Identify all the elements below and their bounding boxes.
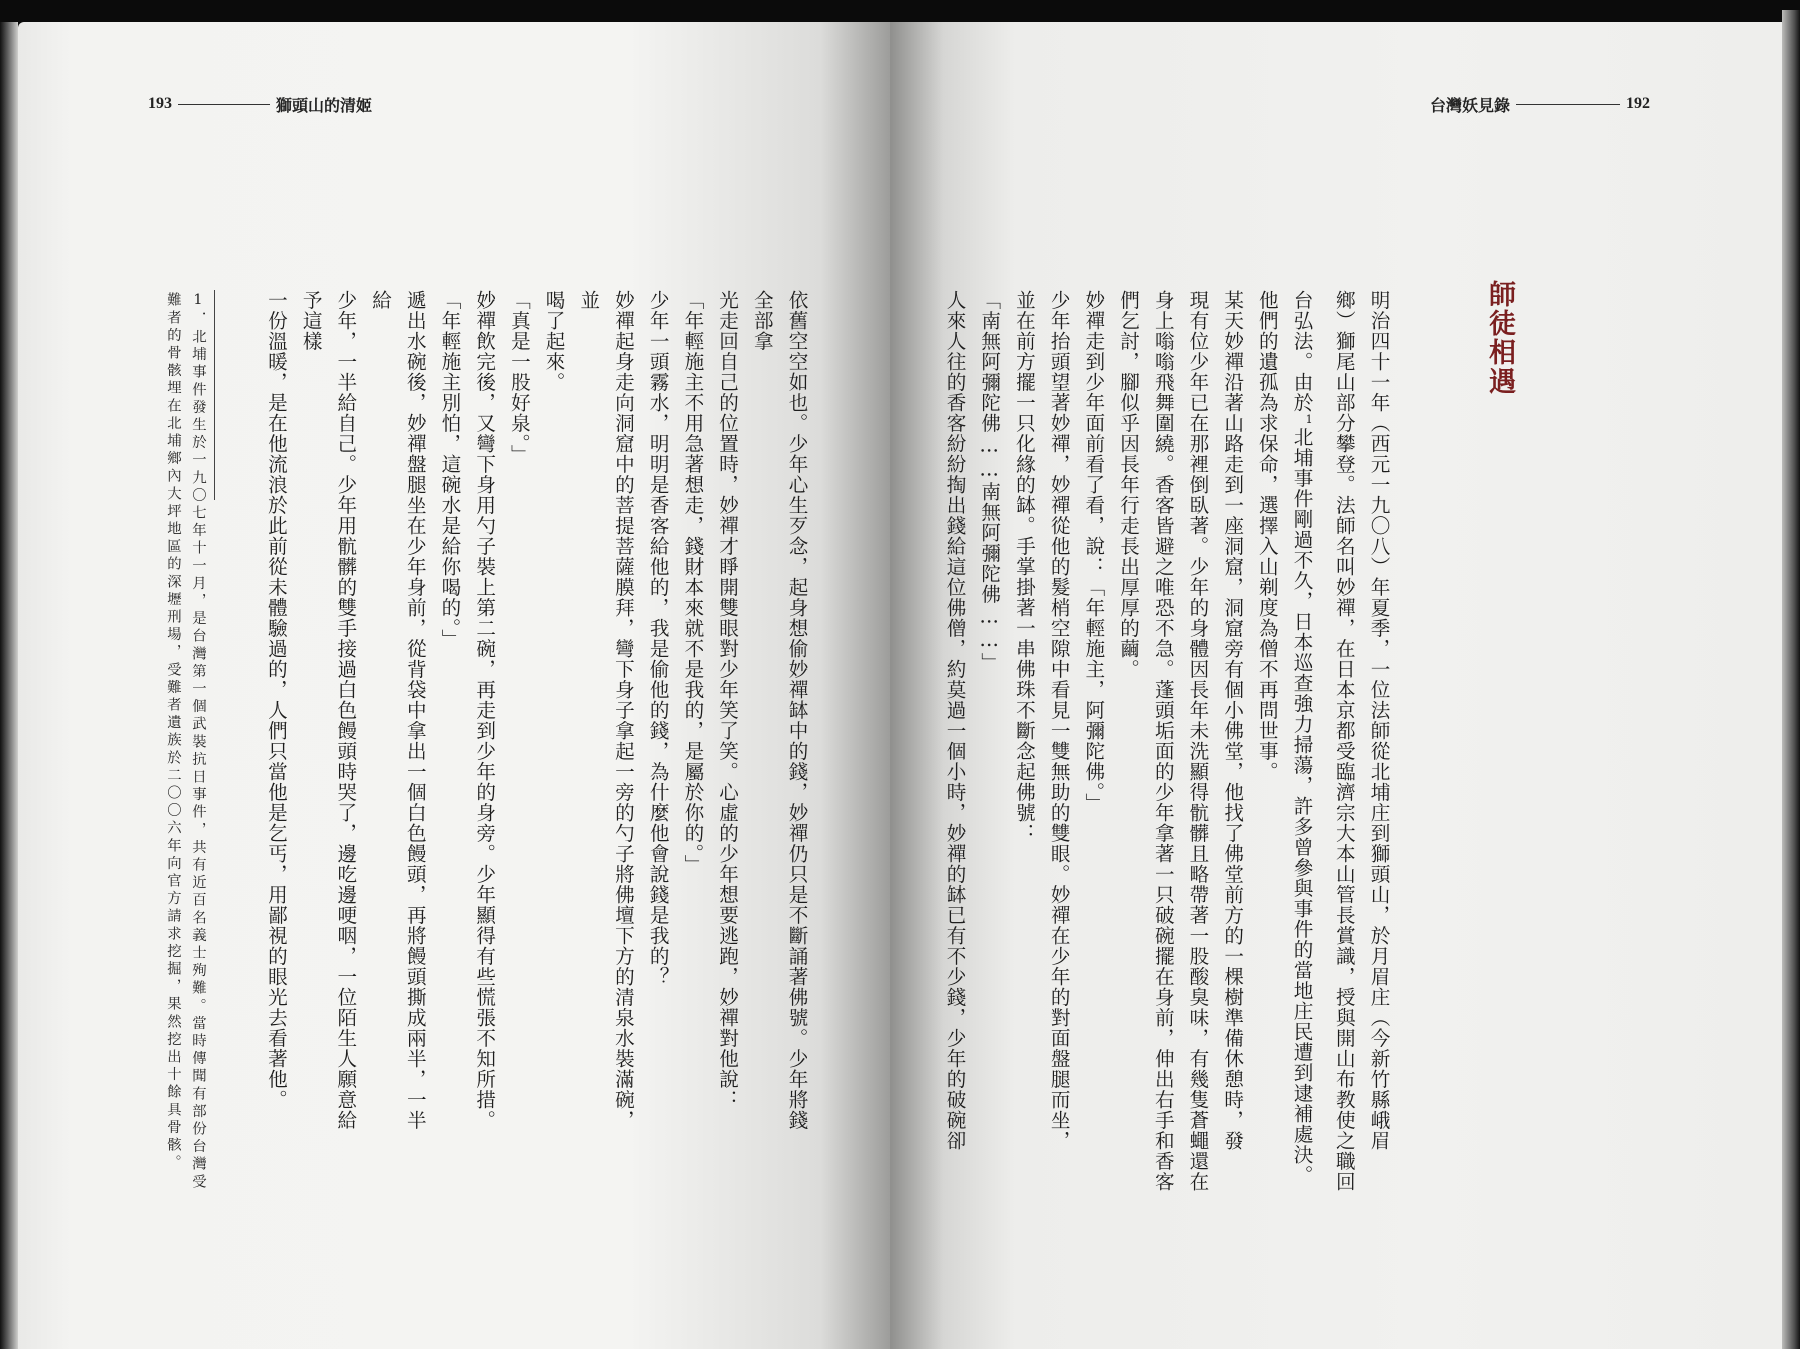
body-column: 少年抬頭望著妙禪，妙禪從他的髮梢空隙中看見一雙無助的雙眼。妙禪在少年的對面盤腿而坐， (1047, 290, 1071, 1151)
body-column: 「年輕施主別怕，這碗水是給你喝的。」 (437, 290, 461, 650)
header-rule (178, 104, 270, 105)
body-column: 喝了起來。 (542, 290, 566, 393)
body-column: 妙禪走到少年面前看了看，說：「年輕施主，阿彌陀佛。」 (1081, 290, 1105, 814)
body-column: 妙禪起身走向洞窟中的菩提菩薩膜拜，彎下身子拿起一旁的勺子將佛壇下方的清泉水裝滿碗，並 (576, 290, 635, 1131)
left-page (18, 22, 890, 1349)
body-column (1283, 290, 1325, 1290)
footnote-line: 難者的骨骸埋在北埔鄉內大坪地區的深壢刑場，受難者遺族於二〇〇六年向官方請求挖掘，果然挖出十餘具骨骸。 (165, 292, 181, 1172)
body-text: 台弘法。由於 (1290, 290, 1314, 413)
body-column: 他們的遺孤為求保命，選擇入山剃度為僧不再問世事。 (1255, 290, 1279, 782)
body-column: 「真是一股好泉。」 (507, 290, 531, 465)
body-column: 身上嗡嗡飛舞圍繞。香客皆避之唯恐不急。蓬頭垢面的少年拿著一只破碗擺在身前，伸出右手和香客 (1151, 290, 1175, 1192)
footnote (160, 292, 210, 1252)
body-column: 光走回自己的位置時，妙禪才睜開雙眼對少年笑了笑。心虛的少年想要逃跑，妙禪對他說： (715, 290, 739, 1110)
body-column: 一份溫暖，是在他流浪於此前從未體驗過的，人們只當他是乞丐，用鄙視的眼光去看著他。 (264, 290, 288, 1110)
right-page-header (1430, 92, 1650, 116)
left-page-number: 193 (148, 95, 172, 112)
footnote-line: 1．北埔事件發生於一九〇七年十一月，是台灣第一個武裝抗日事件，共有近百名義士殉難。當時傳聞有部份台灣受 (190, 292, 206, 1192)
body-column: 並在前方擺一只化緣的缽。手掌掛著一串佛珠不斷念起佛號： (1012, 290, 1036, 844)
footnote-rule (214, 290, 215, 500)
body-column: 遞出水碗後，妙禪盤腿坐在少年身前，從背袋中拿出一個白色饅頭，再將饅頭撕成兩半，一半給 (368, 290, 427, 1131)
book-spread (0, 22, 1800, 1349)
left-body-text (264, 290, 813, 1150)
body-column: 「南無阿彌陀佛……南無阿彌陀佛……」 (977, 290, 1001, 673)
right-body-text (943, 290, 1395, 1290)
body-column: 鄉）獅尾山部分攀登。法師名叫妙禪，在日本京都受臨濟宗大本山管長賞識，授與開山布教使之職回 (1332, 290, 1356, 1192)
left-running-title: 獅頭山的清姬 (276, 95, 373, 115)
body-column: 依舊空空如也。少年心生歹念，起身想偷妙禪缽中的錢，妙禪仍只是不斷誦著佛號。少年將錢全部拿 (750, 290, 808, 1131)
body-column: 妙禪飲完後，又彎下身用勺子裝上第二碗，再走到少年的身旁。少年顯得有些慌張不知所措。 (472, 290, 496, 1131)
body-column: 人來人往的香客紛紛掏出錢給這位佛僧，約莫過一個小時，妙禪的缽已有不少錢，少年的破碗卻 (943, 290, 967, 1151)
body-column: 少年，一半給自己。少年用骯髒的雙手接過白色饅頭時哭了，邊吃邊哽咽，一位陌生人願意給予這樣 (299, 290, 357, 1131)
body-column: 某天妙禪沿著山路走到一座洞窟，洞窟旁有個小佛堂，他找了佛堂前方的一棵樹準備休憩時，發 (1220, 290, 1244, 1151)
footnote-marker: 1 (1302, 413, 1316, 427)
header-rule (1516, 104, 1620, 105)
body-column: 明治四十一年（西元一九〇八）年夏季，一位法師從北埔庄到獅頭山，於月眉庄（今新竹縣峨眉 (1367, 290, 1390, 1151)
body-text: 北埔事件剛過不久，日本巡查強力掃蕩，許多曾參與事件的當地庄民遭到逮補處決。 (1290, 426, 1314, 1186)
body-column: 少年一頭霧水，明明是香客給他的，我是偷他的錢，為什麼他會說錢是我的？ (646, 290, 670, 987)
right-running-title: 台灣妖見錄 (1430, 95, 1511, 115)
body-column: 「年輕施主不用急著想走，錢財本來就不是我的，是屬於你的。」 (680, 290, 704, 875)
section-heading: 師徒相遇 (1484, 280, 1515, 396)
left-page-header (148, 92, 372, 116)
right-page-number: 192 (1626, 95, 1651, 112)
body-column: 現有位少年已在那裡倒臥著。少年的身體因長年未洗顯得骯髒且略帶著一股酸臭味，有幾隻蒼蠅還在 (1185, 290, 1209, 1192)
body-column: 們乞討，腳似乎因長年行走長出厚厚的繭。 (1116, 290, 1140, 680)
